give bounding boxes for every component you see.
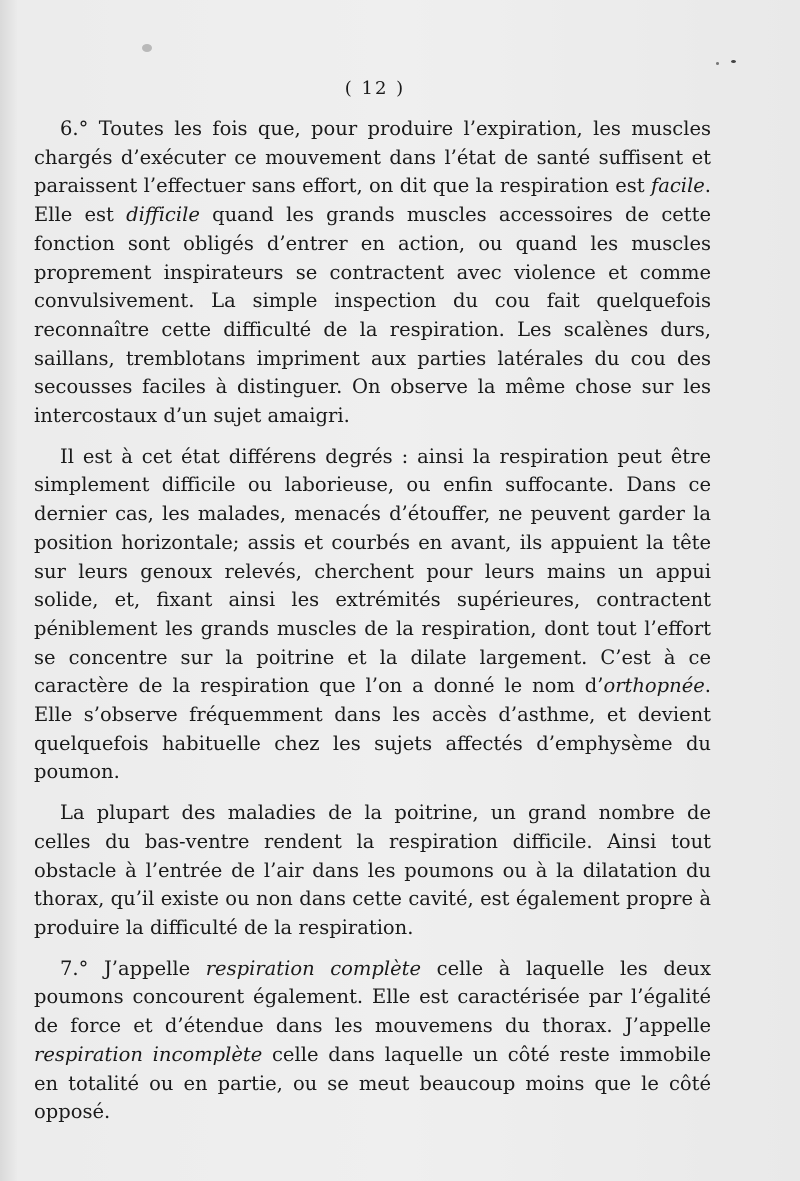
- page-speck: [142, 44, 152, 52]
- paragraph: Il est à cet état différens degrés : ainsi la respiration peut être simplement difficile ou laborieuse, ou enfin suffocante. Dans ce dernier cas, les malades, menacés d’étouffer, ne peuvent garder la position horizontale; assis et courbés en avant, ils appuient la tête sur leurs genoux relevés, cherchent pour leurs mains un appui solide, et, fixant ainsi les extrémités supérieures, contractent péniblement les grands muscles de la respiration, dont tout l’effort se concentre sur la poitrine et la dilate largement. C’est à ce caractère de la respiration que l’on a donné le nom d’orthopnée. Elle s’observe fréquemment dans les accès d’asthme, et devient quelquefois habituelle chez les sujets affectés d’emphysème du poumon.: [34, 444, 711, 784]
- paragraph: La plupart des maladies de la poitrine, un grand nombre de celles du bas-ventre rendent la respiration difficile. Ainsi tout obstacle à l’entrée de l’air dans les poumons ou à la dilatation du thorax, qu’il existe ou non dans cette cavité, est également propre à produire la difficulté de la respiration.: [34, 801, 711, 939]
- paragraph: 7.° J’appelle respiration complète celle à laquelle les deux poumons concourent également. Elle est caractérisée par l’égalité de force et d’étendue dans les mouvemens du thorax. J’appelle respiration incomplète celle dans laquelle un côté reste immobile en totalité ou en partie, ou se meut beaucoup moins que le côté opposé.: [34, 956, 711, 1124]
- body-text: [34, 115, 711, 1139]
- page-speck: [731, 60, 736, 63]
- page-number: ( 12 ): [344, 78, 406, 99]
- paragraph: 6.° Toutes les fois que, pour produire l’expiration, les muscles chargés d’exécuter ce mouvement dans l’état de santé suffisent et paraissent l’effectuer sans effort, on dit que la respiration est facile. Elle est difficile quand les grands muscles accessoires de cette fonction sont obligés d’entrer en action, ou quand les muscles proprement inspirateurs se contractent avec violence et comme convulsivement. La simple inspection du cou fait quelquefois reconnaître cette difficulté de la respiration. Les scalènes durs, saillans, tremblotans impriment aux parties latérales du cou des secousses faciles à distinguer. On observe la même chose sur les intercostaux d’un sujet amaigri.: [34, 117, 711, 428]
- page-speck: [716, 62, 719, 65]
